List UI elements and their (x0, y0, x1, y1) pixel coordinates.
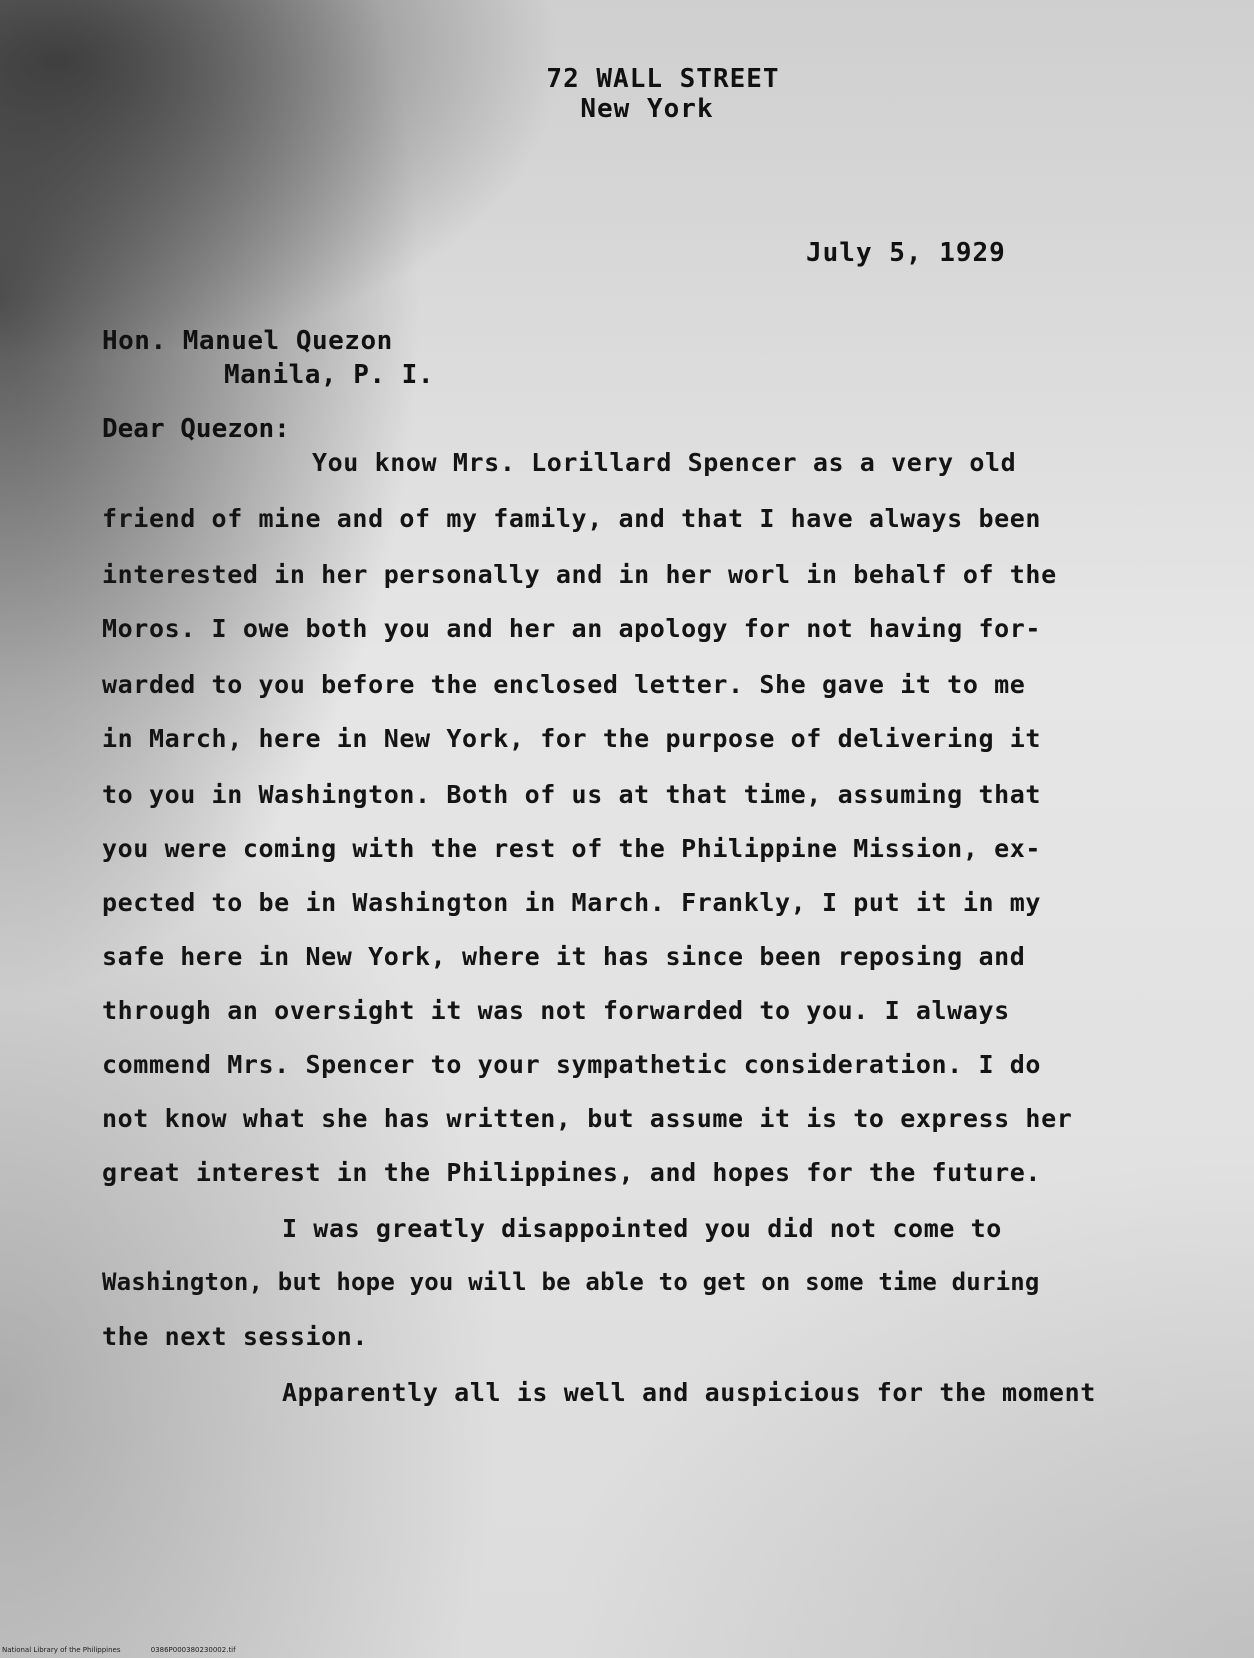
body-line: commend Mrs. Spencer to your sympathetic consideration. I do (102, 1050, 1042, 1079)
salutation: Dear Quezon: (102, 414, 290, 444)
body-line: I was greatly disappointed you did not come to (282, 1214, 1002, 1243)
body-line: Washington, but hope you will be able to get on some time during (102, 1268, 1040, 1296)
body-line: through an oversight it was not forwarded to you. I always (102, 996, 1010, 1025)
letterhead-street: 72 WALL STREET (546, 64, 780, 94)
body-line: not know what she has written, but assume it is to express her (102, 1104, 1073, 1133)
letterhead-city: New York (580, 94, 714, 124)
recipient-location: Manila, P. I. (224, 360, 434, 390)
body-line: to you in Washington. Both of us at that time, assuming that (102, 780, 1042, 809)
body-line: safe here in New York, where it has since been reposing and (102, 942, 1026, 971)
body-line: interested in her personally and in her worl in behalf of the (102, 560, 1057, 589)
recipient-name: Hon. Manuel Quezon (102, 326, 393, 356)
letter-date: July 5, 1929 (806, 238, 1006, 268)
body-line: friend of mine and of my family, and that I have always been (102, 504, 1042, 533)
body-line: warded to you before the enclosed letter. She gave it to me (102, 670, 1026, 699)
body-line: You know Mrs. Lorillard Spencer as a very old (312, 448, 1017, 477)
archive-footer (2, 1646, 264, 1654)
body-line: pected to be in Washington in March. Frankly, I put it in my (102, 888, 1042, 917)
footer-library: National Library of the Philippines (2, 1646, 121, 1654)
footer-file: 0386P000380230002.tif (150, 1646, 236, 1654)
body-line: you were coming with the rest of the Philippine Mission, ex- (102, 834, 1042, 863)
body-line: the next session. (102, 1322, 369, 1351)
body-line: Moros. I owe both you and her an apology for not having for- (102, 614, 1042, 643)
body-line: Apparently all is well and auspicious for the moment (282, 1378, 1096, 1407)
body-line: great interest in the Philippines, and hopes for the future. (102, 1158, 1042, 1187)
body-line: in March, here in New York, for the purpose of delivering it (102, 724, 1042, 753)
